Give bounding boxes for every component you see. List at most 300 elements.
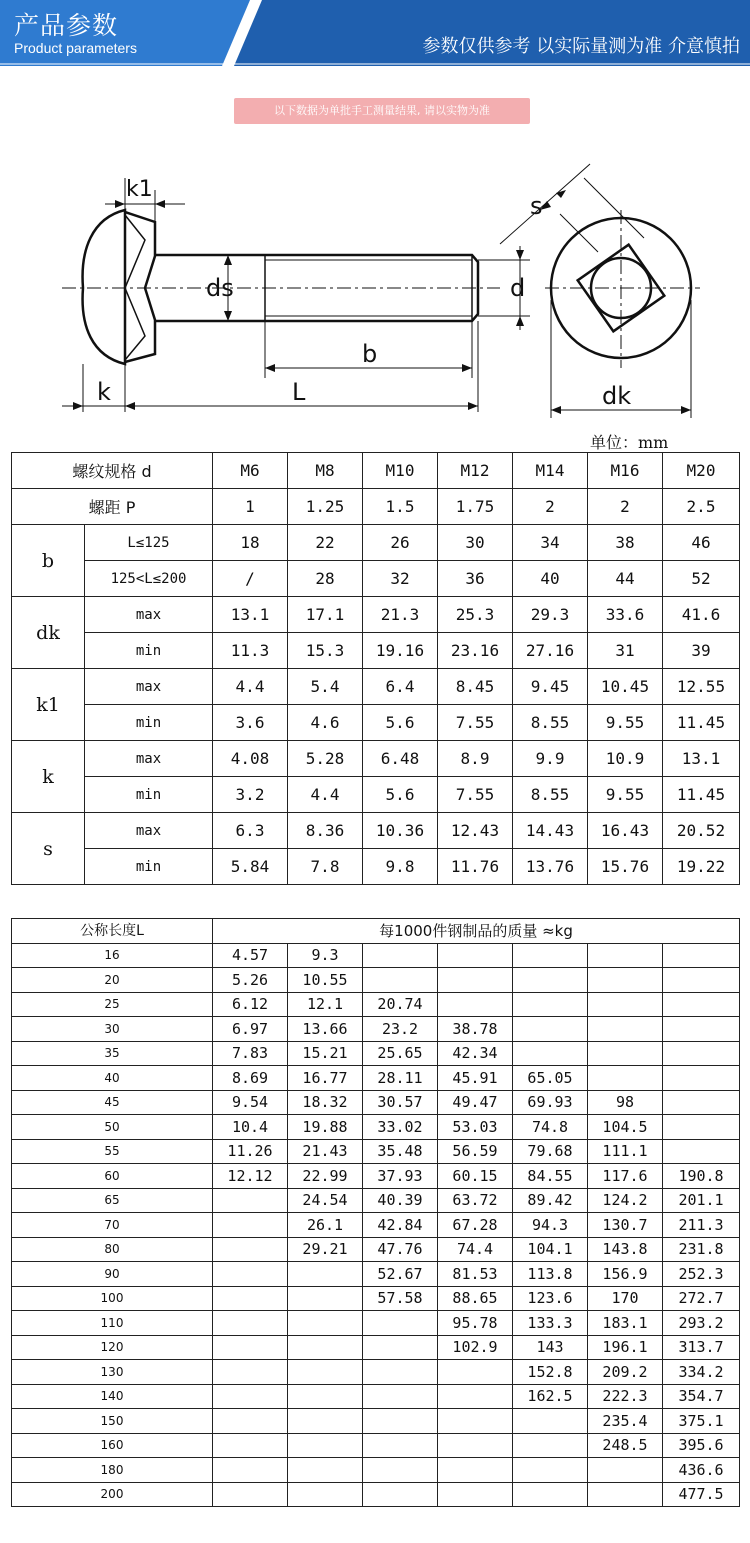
length-cell: 16 [12, 943, 213, 968]
pitch-cell: 2.5 [663, 489, 740, 525]
mass-cell [513, 1041, 588, 1066]
mass-cell [438, 943, 513, 968]
mass-cell: 272.7 [663, 1286, 740, 1311]
mass-cell: 23.2 [363, 1017, 438, 1042]
mass-cell [363, 1482, 438, 1507]
mass-cell: 143.8 [588, 1237, 663, 1262]
dim-label-k: k [97, 378, 111, 406]
value-cell: 38 [588, 525, 663, 561]
mass-cell: 334.2 [663, 1360, 740, 1385]
mass-cell: 143 [513, 1335, 588, 1360]
value-cell: 44 [588, 561, 663, 597]
value-cell: / [213, 561, 288, 597]
value-cell: 4.6 [288, 705, 363, 741]
mass-cell: 222.3 [588, 1384, 663, 1409]
value-cell: 16.43 [588, 813, 663, 849]
table-row [12, 1164, 740, 1189]
value-cell: 28 [288, 561, 363, 597]
length-cell: 90 [12, 1262, 213, 1287]
mass-cell [288, 1262, 363, 1287]
dim-label-s: s [530, 192, 543, 220]
value-cell: 6.3 [213, 813, 288, 849]
condition-cell: min [85, 633, 213, 669]
mass-cell [513, 1433, 588, 1458]
value-cell: 30 [438, 525, 513, 561]
mass-cell: 183.1 [588, 1311, 663, 1336]
condition-cell: max [85, 597, 213, 633]
table-row [12, 1115, 740, 1140]
value-cell: 34 [513, 525, 588, 561]
mass-cell [213, 1433, 288, 1458]
bolt-diagram [0, 140, 750, 440]
value-cell: 20.52 [663, 813, 740, 849]
length-cell: 40 [12, 1066, 213, 1091]
length-cell: 50 [12, 1115, 213, 1140]
spec-table [11, 452, 740, 885]
mass-cell [438, 992, 513, 1017]
value-cell: 5.28 [288, 741, 363, 777]
value-cell: 12.55 [663, 669, 740, 705]
mass-cell: 15.21 [288, 1041, 363, 1066]
condition-cell: min [85, 705, 213, 741]
value-cell: 29.3 [513, 597, 588, 633]
mass-cell: 436.6 [663, 1458, 740, 1483]
mass-cell: 12.1 [288, 992, 363, 1017]
value-cell: 36 [438, 561, 513, 597]
mass-cell: 170 [588, 1286, 663, 1311]
mass-header-row [12, 919, 740, 944]
mass-cell: 248.5 [588, 1433, 663, 1458]
mass-cell [588, 1066, 663, 1091]
mass-cell [438, 1458, 513, 1483]
k1-row-max [12, 669, 740, 705]
value-cell: 15.76 [588, 849, 663, 885]
mass-cell: 24.54 [288, 1188, 363, 1213]
mass-cell: 45.91 [438, 1066, 513, 1091]
bolt-head [83, 210, 125, 364]
mass-cell [513, 1482, 588, 1507]
length-cell: 180 [12, 1458, 213, 1483]
value-cell: 13.1 [213, 597, 288, 633]
mass-cell: 8.69 [213, 1066, 288, 1091]
value-cell: 6.48 [363, 741, 438, 777]
length-cell: 110 [12, 1311, 213, 1336]
mass-cell: 81.53 [438, 1262, 513, 1287]
unit-label: 单位：mm [590, 433, 669, 452]
mass-cell: 102.9 [438, 1335, 513, 1360]
value-cell: 22 [288, 525, 363, 561]
mass-cell: 79.68 [513, 1139, 588, 1164]
value-cell: 9.45 [513, 669, 588, 705]
mass-cell [438, 968, 513, 993]
mass-cell [288, 1311, 363, 1336]
size-cell: M12 [438, 453, 513, 489]
param-label-b: b [12, 525, 85, 597]
value-cell: 6.4 [363, 669, 438, 705]
value-cell: 11.45 [663, 777, 740, 813]
mass-cell [438, 1409, 513, 1434]
mass-cell: 35.48 [363, 1139, 438, 1164]
dk-row-min [12, 633, 740, 669]
mass-cell: 9.3 [288, 943, 363, 968]
param-label-k1: k1 [12, 669, 85, 741]
mass-cell: 84.55 [513, 1164, 588, 1189]
table-row [12, 1017, 740, 1042]
value-cell: 9.8 [363, 849, 438, 885]
value-cell: 15.3 [288, 633, 363, 669]
value-cell: 21.3 [363, 597, 438, 633]
mass-cell [213, 1237, 288, 1262]
value-cell: 5.84 [213, 849, 288, 885]
mass-cell: 26.1 [288, 1213, 363, 1238]
condition-cell: max [85, 813, 213, 849]
mass-cell: 63.72 [438, 1188, 513, 1213]
value-cell: 4.08 [213, 741, 288, 777]
value-cell: 10.36 [363, 813, 438, 849]
value-cell: 31 [588, 633, 663, 669]
k-row-min [12, 777, 740, 813]
table-row [12, 1090, 740, 1115]
mass-cell: 190.8 [663, 1164, 740, 1189]
mass-cell: 47.76 [363, 1237, 438, 1262]
value-cell: 39 [663, 633, 740, 669]
mass-cell: 40.39 [363, 1188, 438, 1213]
mass-cell: 88.65 [438, 1286, 513, 1311]
table-row [12, 1458, 740, 1483]
mass-cell [363, 1458, 438, 1483]
mass-cell: 65.05 [513, 1066, 588, 1091]
value-cell: 13.76 [513, 849, 588, 885]
mass-cell [213, 1188, 288, 1213]
mass-cell [663, 1066, 740, 1091]
mass-cell [288, 1335, 363, 1360]
mass-cell: 5.26 [213, 968, 288, 993]
value-cell: 32 [363, 561, 438, 597]
pitch-cell: 1.5 [363, 489, 438, 525]
mass-cell: 28.11 [363, 1066, 438, 1091]
length-cell: 55 [12, 1139, 213, 1164]
value-cell: 4.4 [288, 777, 363, 813]
mass-cell [588, 1017, 663, 1042]
size-cell: M8 [288, 453, 363, 489]
mass-cell: 4.57 [213, 943, 288, 968]
table-row [12, 1384, 740, 1409]
value-cell: 5.6 [363, 777, 438, 813]
mass-cell: 152.8 [513, 1360, 588, 1385]
mass-cell [663, 943, 740, 968]
pitch-cell: 2 [588, 489, 663, 525]
mass-cell [288, 1482, 363, 1507]
length-cell: 65 [12, 1188, 213, 1213]
mass-cell [213, 1213, 288, 1238]
value-cell: 9.55 [588, 777, 663, 813]
mass-cell: 252.3 [663, 1262, 740, 1287]
mass-cell: 18.32 [288, 1090, 363, 1115]
mass-cell: 12.12 [213, 1164, 288, 1189]
mass-cell: 57.58 [363, 1286, 438, 1311]
condition-cell: max [85, 669, 213, 705]
mass-cell [663, 1139, 740, 1164]
value-cell: 52 [663, 561, 740, 597]
length-column-label: 公称长度L [12, 919, 213, 944]
length-cell: 160 [12, 1433, 213, 1458]
mass-cell: 19.88 [288, 1115, 363, 1140]
length-cell: 140 [12, 1384, 213, 1409]
value-cell: 5.4 [288, 669, 363, 705]
mass-cell [438, 1360, 513, 1385]
mass-cell [288, 1360, 363, 1385]
mass-cell: 69.93 [513, 1090, 588, 1115]
mass-cell: 30.57 [363, 1090, 438, 1115]
table-row [12, 1409, 740, 1434]
mass-cell: 113.8 [513, 1262, 588, 1287]
table-row [12, 1237, 740, 1262]
mass-cell: 11.26 [213, 1139, 288, 1164]
length-cell: 35 [12, 1041, 213, 1066]
table-row [12, 1213, 740, 1238]
mass-cell [363, 968, 438, 993]
mass-cell [663, 1090, 740, 1115]
value-cell: 3.2 [213, 777, 288, 813]
mass-cell [213, 1335, 288, 1360]
mass-cell: 133.3 [513, 1311, 588, 1336]
value-cell: 13.1 [663, 741, 740, 777]
mass-cell [363, 1384, 438, 1409]
mass-cell [213, 1360, 288, 1385]
k-row-max [12, 741, 740, 777]
condition-cell: min [85, 777, 213, 813]
table-row [12, 1188, 740, 1213]
b-row-2 [12, 561, 740, 597]
length-cell: 45 [12, 1090, 213, 1115]
mass-cell: 56.59 [438, 1139, 513, 1164]
mass-cell [213, 1384, 288, 1409]
value-cell: 14.43 [513, 813, 588, 849]
mass-cell: 235.4 [588, 1409, 663, 1434]
length-cell: 100 [12, 1286, 213, 1311]
mass-cell: 313.7 [663, 1335, 740, 1360]
spec-header-label: 螺纹规格 d [12, 453, 213, 489]
mass-cell: 89.42 [513, 1188, 588, 1213]
mass-cell: 7.83 [213, 1041, 288, 1066]
mass-cell [588, 968, 663, 993]
mass-cell: 98 [588, 1090, 663, 1115]
value-cell: 23.16 [438, 633, 513, 669]
value-cell: 19.16 [363, 633, 438, 669]
value-cell: 5.6 [363, 705, 438, 741]
mass-cell: 123.6 [513, 1286, 588, 1311]
table-row [12, 1433, 740, 1458]
mass-cell: 477.5 [663, 1482, 740, 1507]
mass-cell [363, 1409, 438, 1434]
length-cell: 120 [12, 1335, 213, 1360]
param-label-s: s [12, 813, 85, 885]
mass-cell: 10.4 [213, 1115, 288, 1140]
length-cell: 80 [12, 1237, 213, 1262]
dim-label-ds: ds [206, 274, 234, 302]
size-cell: M10 [363, 453, 438, 489]
condition-cell: L≤125 [85, 525, 213, 561]
table-row [12, 1311, 740, 1336]
value-cell: 18 [213, 525, 288, 561]
size-cell: M6 [213, 453, 288, 489]
table-row [12, 968, 740, 993]
mass-cell [363, 1311, 438, 1336]
measurement-notice: 以下数据为单批手工测量结果, 请以实物为准 [234, 98, 530, 124]
mass-cell: 130.7 [588, 1213, 663, 1238]
mass-cell: 38.78 [438, 1017, 513, 1042]
param-label-k: k [12, 741, 85, 813]
value-cell: 17.1 [288, 597, 363, 633]
value-cell: 41.6 [663, 597, 740, 633]
dk-row-max [12, 597, 740, 633]
value-cell: 4.4 [213, 669, 288, 705]
mass-cell: 33.02 [363, 1115, 438, 1140]
header-banner [0, 0, 750, 66]
mass-cell [213, 1482, 288, 1507]
value-cell: 10.45 [588, 669, 663, 705]
param-label-dk: dk [12, 597, 85, 669]
mass-cell [213, 1262, 288, 1287]
mass-cell [588, 1482, 663, 1507]
page-subtitle: Product parameters [14, 40, 137, 56]
s-row-min [12, 849, 740, 885]
dim-label-L: L [292, 378, 306, 406]
table-row [12, 1041, 740, 1066]
mass-cell: 16.77 [288, 1066, 363, 1091]
slogan-text: 参数仅供参考 以实际量测为准 介意慎拍 [422, 36, 740, 57]
value-cell: 11.76 [438, 849, 513, 885]
mass-cell [513, 943, 588, 968]
mass-cell: 49.47 [438, 1090, 513, 1115]
mass-cell [288, 1458, 363, 1483]
condition-cell: min [85, 849, 213, 885]
mass-cell: 124.2 [588, 1188, 663, 1213]
mass-cell: 117.6 [588, 1164, 663, 1189]
table-row [12, 992, 740, 1017]
size-cell: M20 [663, 453, 740, 489]
mass-cell: 74.8 [513, 1115, 588, 1140]
mass-cell: 67.28 [438, 1213, 513, 1238]
mass-cell: 74.4 [438, 1237, 513, 1262]
mass-cell [213, 1286, 288, 1311]
value-cell: 10.9 [588, 741, 663, 777]
mass-cell: 104.1 [513, 1237, 588, 1262]
mass-cell [438, 1433, 513, 1458]
mass-cell [513, 1017, 588, 1042]
b-row-1 [12, 525, 740, 561]
mass-cell [213, 1409, 288, 1434]
length-cell: 200 [12, 1482, 213, 1507]
value-cell: 8.9 [438, 741, 513, 777]
value-cell: 26 [363, 525, 438, 561]
pitch-cell: 1.25 [288, 489, 363, 525]
table-row [12, 1139, 740, 1164]
dim-label-b: b [362, 340, 378, 368]
value-cell: 12.43 [438, 813, 513, 849]
pitch-cell: 1 [213, 489, 288, 525]
mass-cell [363, 1335, 438, 1360]
mass-cell [213, 1311, 288, 1336]
mass-cell [513, 1458, 588, 1483]
length-cell: 30 [12, 1017, 213, 1042]
mass-cell: 201.1 [663, 1188, 740, 1213]
mass-cell: 13.66 [288, 1017, 363, 1042]
condition-cell: 125<L≤200 [85, 561, 213, 597]
mass-cell [588, 943, 663, 968]
mass-cell: 6.12 [213, 992, 288, 1017]
mass-cell: 52.67 [363, 1262, 438, 1287]
mass-cell: 162.5 [513, 1384, 588, 1409]
mass-cell [588, 1458, 663, 1483]
mass-cell: 37.93 [363, 1164, 438, 1189]
mass-cell: 21.43 [288, 1139, 363, 1164]
value-cell: 8.45 [438, 669, 513, 705]
mass-cell [663, 1017, 740, 1042]
value-cell: 9.9 [513, 741, 588, 777]
condition-cell: max [85, 741, 213, 777]
table-row [12, 1335, 740, 1360]
mass-cell [663, 968, 740, 993]
mass-cell [663, 1041, 740, 1066]
mass-cell [363, 1360, 438, 1385]
length-cell: 20 [12, 968, 213, 993]
value-cell: 27.16 [513, 633, 588, 669]
length-cell: 150 [12, 1409, 213, 1434]
mass-cell: 95.78 [438, 1311, 513, 1336]
value-cell: 7.8 [288, 849, 363, 885]
dim-label-dk: dk [602, 382, 632, 410]
mass-cell [363, 1433, 438, 1458]
mass-cell [513, 992, 588, 1017]
mass-header: 每1000件钢制品的质量 ≈kg [213, 919, 740, 944]
page-title: 产品参数 [14, 11, 119, 40]
value-cell: 11.3 [213, 633, 288, 669]
value-cell: 25.3 [438, 597, 513, 633]
mass-cell [513, 1409, 588, 1434]
mass-cell [438, 1482, 513, 1507]
table-row [12, 1286, 740, 1311]
mass-cell: 42.84 [363, 1213, 438, 1238]
mass-cell: 53.03 [438, 1115, 513, 1140]
mass-cell [288, 1409, 363, 1434]
k1-row-min [12, 705, 740, 741]
mass-cell [588, 1041, 663, 1066]
mass-cell: 354.7 [663, 1384, 740, 1409]
mass-cell: 10.55 [288, 968, 363, 993]
table-row [12, 1262, 740, 1287]
length-cell: 25 [12, 992, 213, 1017]
spec-header-row [12, 453, 740, 489]
mass-cell [513, 968, 588, 993]
mass-cell: 60.15 [438, 1164, 513, 1189]
mass-cell: 231.8 [663, 1237, 740, 1262]
value-cell: 7.55 [438, 777, 513, 813]
mass-cell [663, 992, 740, 1017]
mass-cell: 6.97 [213, 1017, 288, 1042]
mass-cell: 293.2 [663, 1311, 740, 1336]
value-cell: 11.45 [663, 705, 740, 741]
mass-cell [288, 1384, 363, 1409]
mass-cell: 211.3 [663, 1213, 740, 1238]
value-cell: 9.55 [588, 705, 663, 741]
mass-table [11, 918, 740, 1507]
value-cell: 19.22 [663, 849, 740, 885]
mass-cell: 25.65 [363, 1041, 438, 1066]
mass-cell [288, 1286, 363, 1311]
value-cell: 46 [663, 525, 740, 561]
table-row [12, 1360, 740, 1385]
